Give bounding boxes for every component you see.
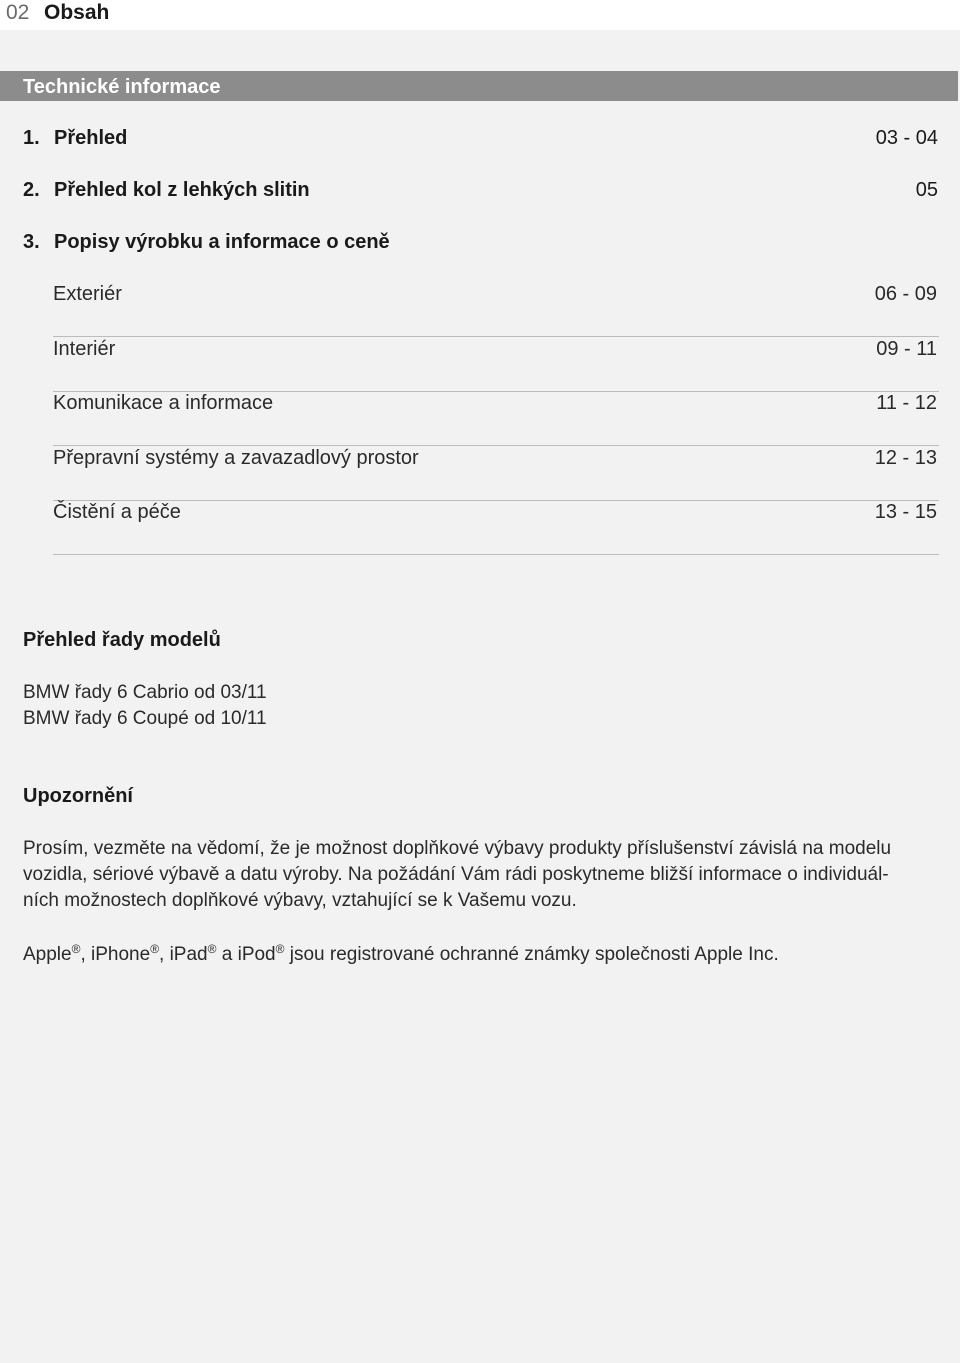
toc-item-number: 1. (23, 127, 40, 149)
trademark-ipod: a iPod (216, 944, 276, 965)
toc-subitem-label: Interiér (53, 338, 116, 360)
registered-mark: ® (207, 942, 217, 956)
section-title: Technické informace (23, 76, 221, 98)
registered-mark: ® (275, 942, 285, 956)
notice-line: vozidla, sériové výbavě a datu výroby. Na požádání Vám rádi poskytneme bližší informace o individuál- (23, 864, 889, 885)
toc-subitem-cisteni[interactable] (53, 500, 939, 555)
toc-item-label: Popisy výrobku a informace o ceně (54, 231, 390, 253)
page-number: 02 (6, 1, 30, 24)
toc-item-label: Přehled kol z lehkých slitin (54, 179, 310, 201)
toc-item-number: 2. (23, 179, 40, 201)
toc-subitem-pages: 11 - 12 (876, 392, 937, 414)
trademark-rest: jsou registrované ochranné známky společnosti Apple Inc. (284, 944, 779, 965)
content-area (0, 30, 960, 1363)
toc-item-pages: 03 - 04 (875, 127, 938, 149)
registered-mark: ® (150, 942, 160, 956)
toc-item-pages: 05 (915, 179, 938, 201)
page-header (0, 0, 960, 30)
models-heading: Přehled řady modelů (23, 629, 221, 651)
page-title: Obsah (44, 1, 110, 24)
toc-subitem-prepravni[interactable] (53, 446, 939, 501)
toc-subitem-label: Čistění a péče (53, 501, 181, 523)
toc-subitem-pages: 13 - 15 (874, 501, 937, 523)
model-line: BMW řady 6 Cabrio od 03/11 (23, 682, 267, 703)
registered-mark: ® (71, 942, 81, 956)
notice-line: Prosím, vezměte na vědomí, že je možnost doplňkové výbavy produkty příslušenství závislá na modelu (23, 838, 892, 859)
trademark-iphone: , iPhone (80, 944, 151, 965)
toc-subitem-komunikace[interactable] (53, 391, 939, 446)
toc-item-number: 3. (23, 231, 40, 253)
trademark-note (23, 942, 943, 968)
notice-heading: Upozornění (23, 785, 133, 807)
toc-subitem-label: Přepravní systémy a zavazadlový prostor (53, 447, 419, 469)
toc-subitem-pages: 06 - 09 (874, 283, 937, 305)
toc-subitem-interier[interactable] (53, 337, 939, 392)
toc-subitem-label: Komunikace a informace (53, 392, 274, 414)
toc-subitem-exterier[interactable] (53, 282, 939, 337)
model-line: BMW řady 6 Coupé od 10/11 (23, 708, 267, 729)
notice-line: ních možnostech doplňkové výbavy, vztahující se k Vašemu vozu. (23, 890, 577, 911)
trademark-ipad: , iPad (159, 944, 208, 965)
toc-subitem-label: Exteriér (53, 283, 122, 305)
toc-subitem-pages: 12 - 13 (874, 447, 937, 469)
section-bar (0, 71, 958, 101)
toc-item-label: Přehled (54, 127, 128, 149)
trademark-apple: Apple (23, 944, 72, 965)
toc-subitem-pages: 09 - 11 (876, 338, 937, 360)
